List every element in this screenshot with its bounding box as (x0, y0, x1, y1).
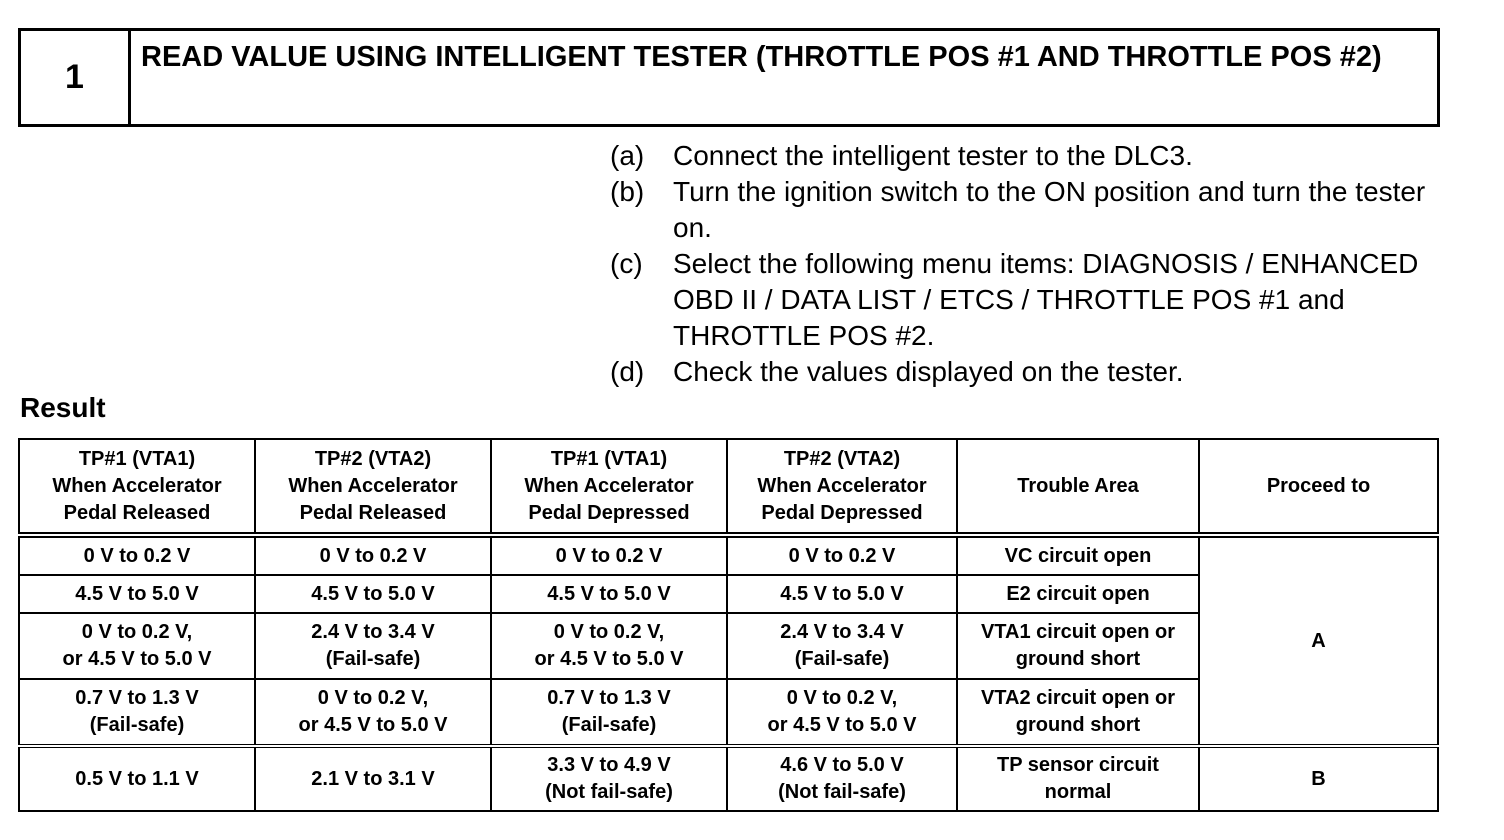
table-header-row (19, 439, 1438, 535)
step-header (18, 28, 1440, 127)
cell-line: 0 V to 0.2 V (319, 544, 427, 567)
header-tp1-released (19, 439, 255, 535)
cell-line: 4.6 V to 5.0 V (780, 754, 904, 776)
trouble-area-cell (957, 613, 1199, 679)
table-cell (19, 746, 255, 811)
trouble-area-cell (957, 679, 1199, 746)
cell-line: (Not fail-safe) (778, 781, 906, 803)
header-line: TP#2 (VTA2) (314, 447, 432, 470)
instruction-text: Turn the ignition switch to the ON position and turn the tester on. (673, 176, 1426, 243)
instruction-item (610, 354, 1470, 390)
cell-line: 0 V to 0.2 V (788, 544, 896, 567)
cell-line: or 4.5 V to 5.0 V (298, 714, 448, 736)
cell-line: 0 V to 0.2 V (83, 544, 191, 567)
cell-line: 3.3 V to 4.9 V (547, 754, 671, 776)
cell-line: VC circuit open (1004, 544, 1152, 567)
table-cell (19, 535, 255, 575)
instruction-mark: (d) (610, 356, 645, 387)
cell-line: 0 V to 0.2 V, (81, 621, 193, 643)
table-cell (19, 575, 255, 613)
table-cell (491, 679, 727, 746)
table-cell (491, 575, 727, 613)
table-cell (491, 746, 727, 811)
result-label: Result (20, 392, 106, 423)
result-table (18, 438, 1439, 812)
header-line: Pedal Released (63, 501, 211, 524)
table-cell (491, 613, 727, 679)
proceed-label: A (1311, 629, 1326, 652)
instruction-mark: (a) (610, 140, 645, 171)
trouble-area-cell (957, 575, 1199, 613)
table-row (19, 746, 1438, 811)
cell-line: (Not fail-safe) (545, 781, 673, 803)
proceed-label: B (1311, 767, 1326, 790)
cell-line: or 4.5 V to 5.0 V (62, 648, 212, 670)
cell-line: (Fail-safe) (325, 648, 421, 670)
table-cell (727, 535, 957, 575)
cell-line: TP sensor circuit (997, 754, 1159, 776)
instruction-text: Connect the intelligent tester to the DLC3. (673, 140, 1193, 171)
header-tp1-depressed (491, 439, 727, 535)
instruction-text: Select the following menu items: DIAGNOSIS / ENHANCED OBD II / DATA LIST / ETCS / THROTTLE POS #1 and THROTTLE POS #2. (673, 248, 1419, 351)
header-proceed-to (1199, 439, 1438, 535)
cell-line: 0.5 V to 1.1 V (75, 767, 199, 790)
cell-line: 0 V to 0.2 V, (553, 621, 665, 643)
instruction-mark: (b) (610, 176, 645, 207)
cell-line: 2.1 V to 3.1 V (311, 767, 435, 790)
header-line: When Accelerator (524, 474, 694, 497)
step-number: 1 (21, 31, 131, 124)
header-line: When Accelerator (288, 474, 458, 497)
header-line: Pedal Depressed (528, 501, 690, 524)
header-tp2-depressed (727, 439, 957, 535)
instruction-item (610, 138, 1470, 174)
table-cell (255, 679, 491, 746)
cell-line: or 4.5 V to 5.0 V (767, 714, 917, 736)
trouble-area-cell (957, 746, 1199, 811)
cell-line: 0 V to 0.2 V (555, 544, 663, 567)
cell-line: 0.7 V to 1.3 V (547, 687, 671, 709)
cell-line: 4.5 V to 5.0 V (547, 582, 671, 605)
cell-line: 2.4 V to 3.4 V (311, 621, 435, 643)
trouble-area-cell (957, 535, 1199, 575)
cell-line: E2 circuit open (1006, 582, 1150, 605)
table-cell (19, 613, 255, 679)
header-line: TP#1 (VTA1) (78, 447, 196, 470)
header-line: Pedal Released (299, 501, 447, 524)
instruction-list (610, 138, 1470, 390)
header-trouble-area (957, 439, 1199, 535)
table-cell (19, 679, 255, 746)
cell-line: (Fail-safe) (89, 714, 185, 736)
table-cell (255, 575, 491, 613)
proceed-cell-b (1199, 746, 1438, 811)
header-tp2-released (255, 439, 491, 535)
header-line: TP#2 (VTA2) (783, 447, 901, 470)
cell-line: or 4.5 V to 5.0 V (534, 648, 684, 670)
header-line: When Accelerator (757, 474, 927, 497)
table-cell (727, 679, 957, 746)
table-cell (727, 746, 957, 811)
proceed-cell-a (1199, 535, 1438, 746)
instruction-item (610, 174, 1470, 246)
cell-line: (Fail-safe) (561, 714, 657, 736)
header-line: When Accelerator (52, 474, 222, 497)
table-row (19, 535, 1438, 575)
instruction-item (610, 246, 1470, 354)
table-cell (491, 535, 727, 575)
cell-line: ground short (1015, 648, 1141, 670)
instruction-text: Check the values displayed on the tester. (673, 356, 1184, 387)
table-cell (255, 613, 491, 679)
cell-line: ground short (1015, 714, 1141, 736)
cell-line: 4.5 V to 5.0 V (311, 582, 435, 605)
cell-line: (Fail-safe) (794, 648, 890, 670)
table-cell (727, 613, 957, 679)
cell-line: normal (1044, 781, 1112, 803)
table-cell (255, 535, 491, 575)
cell-line: 4.5 V to 5.0 V (780, 582, 904, 605)
cell-line: VTA1 circuit open or (980, 621, 1176, 643)
cell-line: 4.5 V to 5.0 V (75, 582, 199, 605)
header-line: Trouble Area (1017, 474, 1139, 497)
table-cell (255, 746, 491, 811)
step-title: READ VALUE USING INTELLIGENT TESTER (THROTTLE POS #1 AND THROTTLE POS #2) (141, 41, 1382, 73)
cell-line: 0 V to 0.2 V, (317, 687, 429, 709)
table-cell (727, 575, 957, 613)
cell-line: 0.7 V to 1.3 V (75, 687, 199, 709)
cell-line: 2.4 V to 3.4 V (780, 621, 904, 643)
header-line: TP#1 (VTA1) (550, 447, 668, 470)
cell-line: VTA2 circuit open or (980, 687, 1176, 709)
cell-line: 0 V to 0.2 V, (786, 687, 898, 709)
header-line: Pedal Depressed (761, 501, 923, 524)
instruction-mark: (c) (610, 248, 643, 279)
header-line: Proceed to (1266, 474, 1371, 497)
